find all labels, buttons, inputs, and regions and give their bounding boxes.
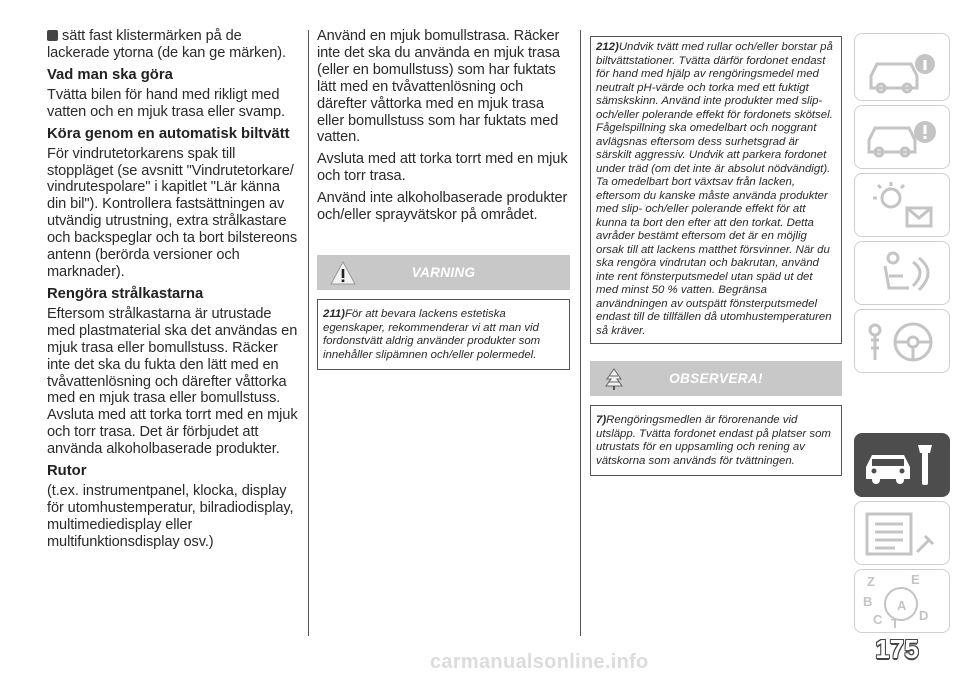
chapter-tab-maintenance[interactable] [854,433,950,497]
column-1 [47,28,299,556]
column-3 [590,28,842,476]
chapter-tab-car-info[interactable] [854,33,950,101]
section-paragraph: För vindrutetorkarens spak till stoppläget (se avsnitt "Vindrutetorkare/ vindrutespolare" i kapitlet "Lär känna din bil"). Kontrollera fastsättningen av utvändig utrustning, extra strålkastare och backspeglar och ta bort bilstereons antenn (berörda versioner och marknader). [47,145,298,280]
note-box [590,405,842,476]
warning-continuation-body: Undvik tvätt med rullar och/eller borstar på biltvättstationer. Tvätta därför fordonet endast för hand med hjälp av rengöringsmedel med neutralt pH-värde och torka med ett fuktigt sämskskinn. Använd inte produkter med slip- och/eller polerande effekt för fordonets skötsel. Fågelspillning ska omedelbart och noggrant avlägsnas eftersom dess surhetsgrad är särskilt aggressiv. Undvik att parkera fordonet under träd (om det inte är absolut nödvändigt). Ta omedelbart bort växtsav från lacken, eftersom du kanske måste använda produkter med slip- och/eller polerande effekt för att kunna ta bort den efter att den torkat. Detta avråder bestämt eftersom det är en möjlig orsak till att lackens matthet försvinner. När du ska rengöra vindrutan och bakrutan, använd inte rent fönsterputsmedel utan späd ut det med minst 50 % vatten. Begränsa användningen av outspätt fönsterputsmedel endast till de tillfällen då utomhustemperaturen så kräver. [596,41,833,337]
warning-continuation-text [596,41,836,338]
body-paragraph: Använd inte alkoholbaserade produkter och/eller sprayvätskor på området. [317,190,568,224]
body-paragraph: Avsluta med att torka torrt med en mjuk och torr trasa. [317,151,568,185]
svg-text:C: C [873,612,883,627]
section-heading: Vad man ska göra [47,66,173,83]
note-body: Rengöringsmedlen är förorenande vid utsläpp. Tvätta fordonet endast på platser som utrustats för en uppsamling och rening av vätskorna som används för tvättningen. [596,414,831,467]
bullet-icon [47,30,58,41]
svg-text:A: A [897,598,907,613]
car-wrench-icon [854,433,950,497]
section-heading: Rutor [47,463,87,480]
car-info-icon [855,34,951,102]
svg-text:T: T [891,616,899,631]
column-divider [580,30,581,636]
watermark: carmanualsonline.info [430,651,649,673]
lights-envelope-icon [855,174,951,238]
section-heading: Rengöra strålkastarna [47,285,204,302]
section-paragraph: Tvätta bilen för hand med rikligt med vatten och en mjuk trasa eller svamp. [47,86,286,120]
column-2 [317,28,570,370]
alphabet-index-icon [855,570,951,634]
warning-body: För att bevara lackens estetiska egenskaper, rekommenderar vi att man vid fordonstvätt aldrig använder produkter som innehåller slipämnen och/eller polermedel. [323,307,541,361]
chapter-tab-index[interactable] [854,569,950,633]
chapter-tab-driving[interactable] [854,309,950,373]
chapter-tab-car-warning[interactable] [854,105,950,169]
warning-ref: 212) [596,41,619,53]
note-title: OBSERVERA! [669,371,763,386]
warning-continuation-box [590,36,842,344]
intro-paragraph [47,28,299,62]
warning-ref: 211) [323,307,345,320]
chapter-tab-technical-data[interactable] [854,501,950,565]
warning-text [323,308,564,362]
svg-text:D: D [919,608,929,623]
note-text [596,414,836,468]
car-warning-icon [855,106,951,170]
warning-title: VARNING [411,264,476,280]
note-ref: 7) [596,414,607,426]
section-paragraph: Eftersom strålkastarna är utrustade med plastmaterial ska det användas en mjuk trasa eller bomullstuss. Räcker inte det ska du fukta den lätt med en tvåvattenlösning och därefter våttorka med en mjuk trasa eller bomullstuss. Avsluta med att torka torrt med en mjuk och torr trasa. Det är förbjudet att använda alkoholbaserade produkter. [47,305,298,458]
chapter-tab-lights[interactable] [854,173,950,237]
svg-text:B: B [863,594,873,609]
svg-text:E: E [911,572,920,587]
steering-key-icon [855,310,951,374]
svg-text:Z: Z [867,574,875,589]
seat-airbag-icon [855,242,951,306]
page-number: 175 [875,634,919,664]
section-paragraph: (t.ex. instrumentpanel, klocka, display för utomhustemperatur, bilradiodisplay, multimediedisplay eller multifunktionsdisplay osv.) [47,483,294,550]
body-paragraph: Använd en mjuk bomullstrasa. Räcker inte det ska du använda en mjuk trasa (eller en bomullstuss) som har fuktats lätt med en tvåvattenlösning och därefter våttorka med en mjuk trasa eller bomullstuss som har fuktats med vatten. [317,28,560,146]
column-divider [308,30,309,636]
section-heading: Köra genom en automatisk biltvätt [47,125,290,142]
intro-text: sätt fast klistermärken på de lackerade ytorna (de kan ge märken). [47,28,286,61]
note-banner [590,361,842,396]
document-list-icon [855,502,951,566]
chapter-tab-safety[interactable] [854,241,950,305]
warning-banner [317,255,570,290]
warning-box [317,299,570,370]
